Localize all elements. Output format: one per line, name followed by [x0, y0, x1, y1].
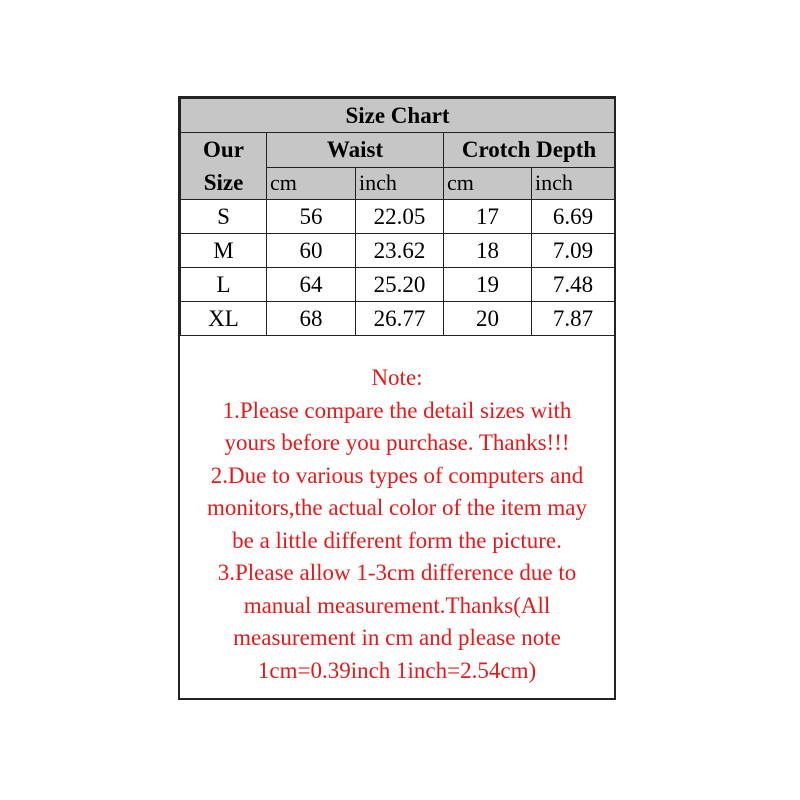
our-size-line1: Our [203, 137, 244, 162]
note-line: 3.Please allow 1-3cm difference due to [217, 560, 577, 585]
waist-inch-cell: 22.05 [356, 200, 444, 234]
waist-cm-cell: 60 [267, 234, 356, 268]
crotch-cm-cell: 20 [444, 302, 532, 336]
waist-inch-cell: 23.62 [356, 234, 444, 268]
table-row [181, 200, 615, 234]
crotch-depth-header: Crotch Depth [444, 133, 615, 168]
unit-header: cm [267, 167, 356, 200]
our-size-line2: Size [203, 170, 244, 195]
title-row [181, 99, 615, 133]
unit-header: inch [356, 167, 444, 200]
note-line: manual measurement.Thanks(All [243, 592, 551, 618]
size-table [180, 98, 615, 336]
crotch-cm-cell: 18 [444, 234, 532, 268]
crotch-cm-cell: 17 [444, 200, 532, 234]
note-line: yours before you purchase. Thanks!!! [224, 430, 570, 455]
table-row [181, 234, 615, 268]
note-line: 2.Due to various types of computers and [210, 462, 584, 488]
size-cell: S [181, 200, 267, 234]
note-heading: Note: [371, 365, 423, 390]
size-cell: M [181, 234, 267, 268]
note-section [180, 354, 614, 700]
our-size-header [181, 133, 267, 200]
crotch-inch-cell: 7.87 [532, 302, 615, 336]
note-line: 1cm=0.39inch 1inch=2.54cm) [257, 657, 537, 683]
note-line: 1.Please compare the detail sizes with [222, 397, 572, 423]
table-row [181, 302, 615, 336]
note-line: be a little different form the picture. [232, 527, 562, 553]
waist-inch-cell: 26.77 [356, 302, 444, 336]
crotch-inch-cell: 7.09 [532, 234, 615, 268]
waist-cm-cell: 68 [267, 302, 356, 336]
group-header-row [181, 133, 615, 168]
size-chart [178, 96, 616, 700]
waist-cm-cell: 64 [267, 268, 356, 302]
note-line: monitors,the actual color of the item may [206, 495, 588, 520]
note-line: measurement in cm and please note [233, 625, 561, 650]
unit-header: inch [532, 167, 615, 200]
size-cell: XL [181, 302, 267, 336]
size-cell: L [181, 268, 267, 302]
crotch-inch-cell: 7.48 [532, 268, 615, 302]
waist-cm-cell: 56 [267, 200, 356, 234]
unit-header: cm [444, 167, 532, 200]
crotch-cm-cell: 19 [444, 268, 532, 302]
table-row [181, 268, 615, 302]
waist-inch-cell: 25.20 [356, 268, 444, 302]
chart-title: Size Chart [181, 99, 615, 133]
waist-header: Waist [267, 133, 444, 168]
crotch-inch-cell: 6.69 [532, 200, 615, 234]
